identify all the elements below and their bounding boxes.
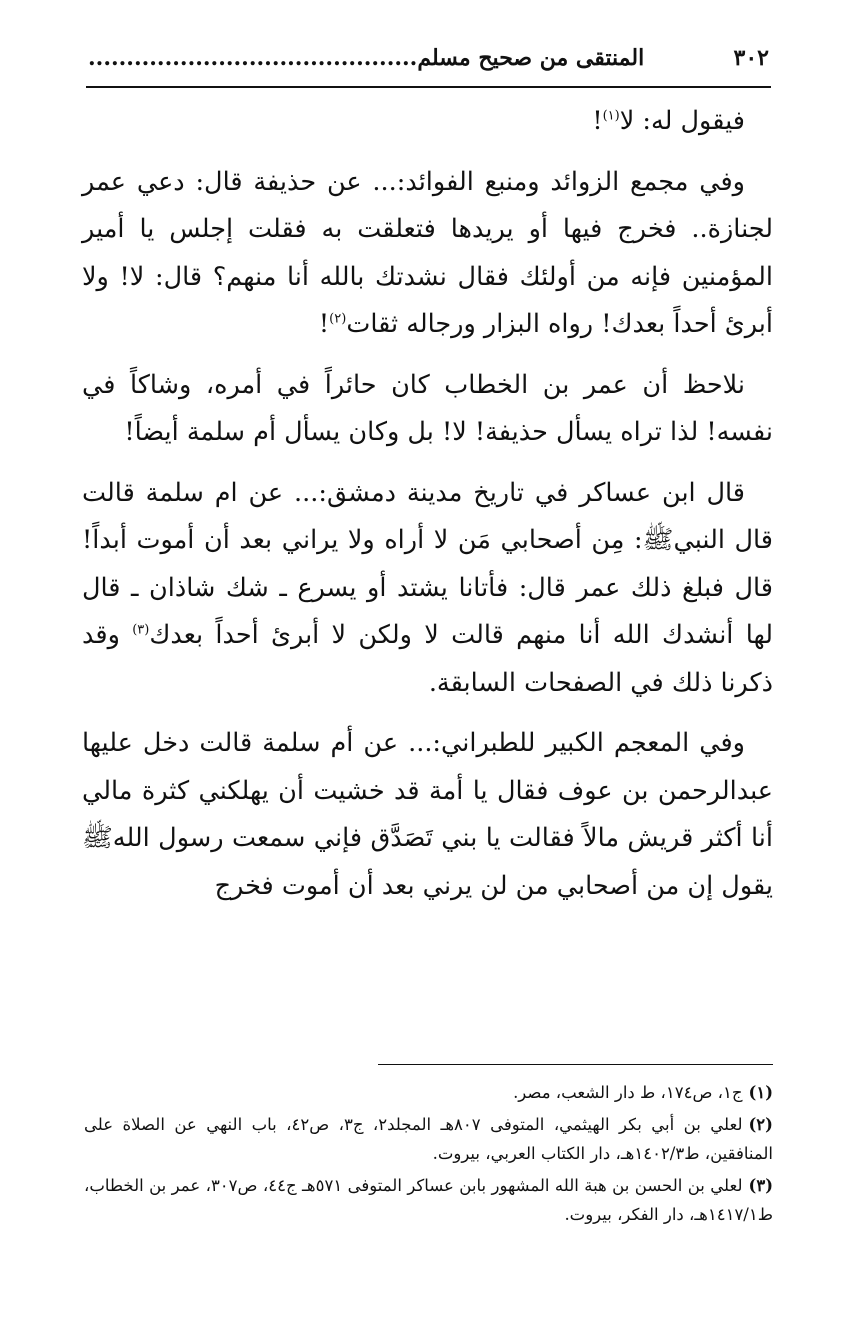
running-title (88, 45, 644, 71)
footnote-1 (84, 1078, 773, 1108)
paragraph-5-text: وفي المعجم الكبير للطبراني:... عن أم سلمة قالت دخل عليها عبدالرحمن بن عوف فقال يا أمة قد خشيت أن يهلكني كثرة مالي أنا أكثر قريش مالاً فقالت يا بني تَصَدَّق فإني سمعت رسول اللهﷺ يقول إن من أصحابي من لن يرني بعد أن أموت فخرج (82, 728, 773, 901)
paragraph-2 (82, 159, 773, 349)
paragraph-1-end: ! (592, 106, 603, 136)
footnote-3-number: (٣) (748, 1175, 774, 1195)
footnote-3-text: لعلي بن الحسن بن هبة الله المشهور بابن عساكر المتوفى ٥٧١هـ ج٤٤، ص٣٠٧، عمر بن الخطاب، ط١٤١٧/١هـ، دار الفكر، بيروت. (84, 1175, 773, 1224)
paragraph-4 (82, 470, 773, 708)
paragraph-2-text: وفي مجمع الزوائد ومنبع الفوائد:... عن حذيفة قال: دعي عمر لجنازة.. فخرج فيها أو يريدها فتعلقت به فقلت إجلس يا أمير المؤمنين فإنه من أولئك فقال نشدتك بالله أنا منهم؟ قال: لا! ولا أبرئ أحداً بعدك! رواه البزار ورجاله ثقات (82, 166, 773, 339)
running-header (88, 36, 769, 80)
paragraph-3-text: نلاحظ أن عمر بن الخطاب كان حائراً في أمره، وشاكاً في نفسه! لذا تراه يسأل حذيفة! لا! بل وكان يسأل أم سلمة أيضاً! (82, 369, 773, 447)
footnote-ref-1: (١) (602, 108, 620, 124)
paragraph-3 (82, 362, 773, 457)
footnote-2 (84, 1110, 773, 1169)
footnote-2-number: (٢) (748, 1114, 773, 1134)
paragraph-5 (82, 720, 773, 910)
footnote-ref-3: (٣) (132, 622, 150, 638)
footnote-separator (378, 1064, 773, 1065)
paragraph-1-text: فيقول له: لا (619, 106, 745, 136)
footnote-3 (84, 1171, 773, 1230)
footnote-1-text: ج١، ص١٧٤، ط دار الشعب، مصر. (513, 1083, 743, 1102)
footnote-1-number: (١) (748, 1083, 773, 1102)
book-title: المنتقى من صحيح مسلم (417, 45, 645, 71)
paragraph-1 (82, 98, 773, 146)
footnote-2-text: لعلي بن أبي بكر الهيثمي، المتوفى ٨٠٧هـ المجلد٢، ج٣، ص٤٢، باب النهي عن الصلاة على المنافقين، ط١٤٠٢/٣هـ، دار الكتاب العربي، بيروت. (84, 1114, 773, 1163)
header-rule (86, 86, 771, 88)
paragraph-4-end: وقد ذكرنا ذلك في الصفحات السابقة. (82, 620, 773, 698)
footnote-ref-2: (٢) (329, 311, 347, 327)
paragraph-4-text: قال ابن عساكر في تاريخ مدينة دمشق:... عن ام سلمة قالت قال النبيﷺ: مِن أصحابي مَن لا أراه ولا يراني بعد أن أموت أبداً! قال فبلغ ذلك عمر قال: فأتانا يشتد أو يسرع ـ شك شاذان ـ قال لها أنشدك الله أنا منهم قالت لا ولكن لا أبرئ أحداً بعدك (82, 477, 773, 650)
leader-dots: ........................................... (88, 45, 418, 71)
paragraph-2-end: ! (318, 309, 330, 339)
footnotes (84, 1078, 773, 1232)
main-text (82, 98, 773, 923)
page-number: ٣٠٢ (733, 45, 769, 71)
